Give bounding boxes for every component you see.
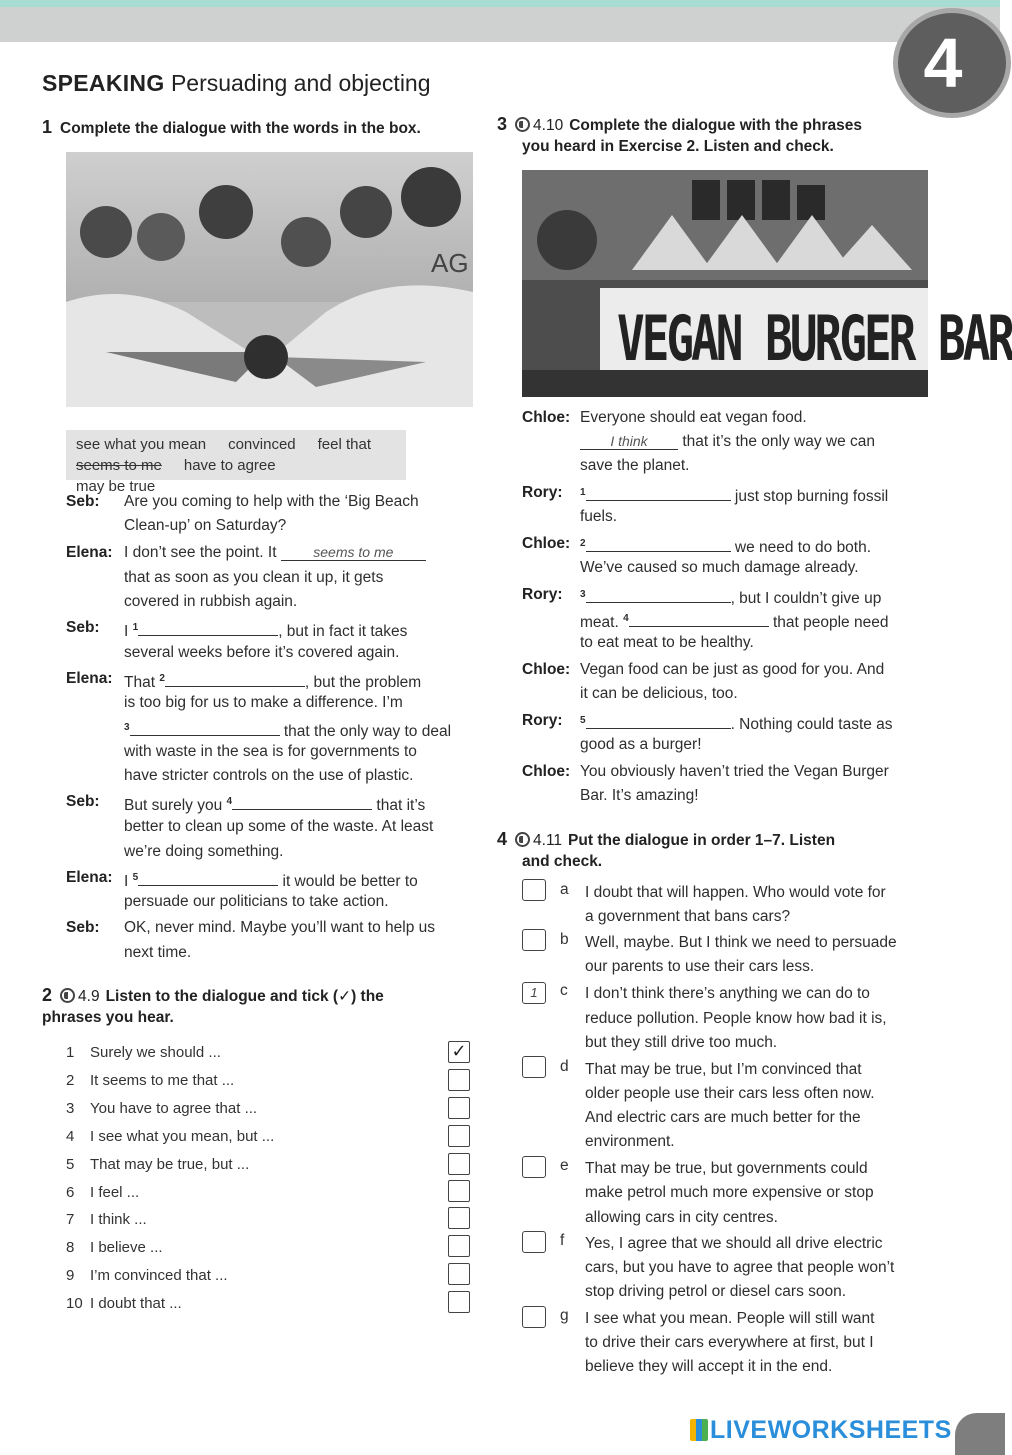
blank-number: 2 xyxy=(159,673,165,684)
dialogue-line: , but I couldn’t give up xyxy=(730,590,882,608)
list-item: 6 I feel ... xyxy=(66,1184,140,1201)
item-letter: b xyxy=(560,931,569,948)
list-item-line: Well, maybe. But I think we need to persuade xyxy=(585,934,897,951)
dialogue-line: that the only way to deal xyxy=(283,723,452,741)
liveworksheets-logo[interactable]: LIVEWORKSHEETS xyxy=(690,1416,952,1445)
vegan-burger-bar-photo xyxy=(522,170,1012,397)
dialogue-line: it can be delicious, too. xyxy=(580,685,738,702)
dialogue-line: to eat meat to be healthy. xyxy=(580,634,754,651)
order-box[interactable]: 1 xyxy=(522,982,546,1004)
tick-checkbox[interactable] xyxy=(448,1263,470,1285)
dialogue-line: better to clean up some of the waste. At least xyxy=(124,818,434,835)
speaker-label: Chloe: xyxy=(522,661,571,678)
item-letter: a xyxy=(560,881,569,898)
item-letter: d xyxy=(560,1058,569,1075)
dialogue-line: next time. xyxy=(124,944,192,961)
dialogue-line: that it’s the only way we can xyxy=(682,433,876,450)
ex2-instruction: 2 4.9 Listen to the dialogue and tick (✓) the phrases you hear. xyxy=(42,985,384,1026)
speaker-label: Seb: xyxy=(66,619,100,636)
tick-checkbox[interactable] xyxy=(448,1097,470,1119)
speaker-label: Seb: xyxy=(66,793,100,810)
dialogue-line: I xyxy=(124,623,129,641)
tick-checkbox[interactable] xyxy=(448,1153,470,1175)
speaker-label: Elena: xyxy=(66,544,113,561)
blank-number: 1 xyxy=(132,622,139,633)
word-box xyxy=(66,430,406,495)
dialogue-line: , but the problem xyxy=(304,674,422,692)
answer-blank-example[interactable]: seems to me xyxy=(281,544,426,561)
answer-blank-3[interactable] xyxy=(586,586,731,603)
order-box[interactable] xyxy=(522,879,546,901)
blank-number: 1 xyxy=(580,487,586,498)
answer-blank-4[interactable] xyxy=(232,793,372,810)
dialogue-line: with waste in the sea is for governments to xyxy=(124,743,417,760)
speaker-label: Rory: xyxy=(522,712,563,729)
dialogue-line: Everyone should eat vegan food. xyxy=(580,409,807,426)
blank-number: 3 xyxy=(580,589,586,600)
dialogue-line: that it’s xyxy=(376,797,426,815)
vegan-burger-bar-sign: VEGAN BURGER BAR xyxy=(617,302,1012,375)
page-corner-tab xyxy=(955,1413,1005,1455)
item-letter: e xyxy=(560,1157,569,1174)
answer-blank-3[interactable] xyxy=(130,719,280,736)
dialogue-line: meat. xyxy=(580,614,619,632)
ex3-instruction: 3 4.10 Complete the dialogue with the phrases you heard in Exercise 2. Listen and check. xyxy=(497,114,863,155)
answer-blank-1[interactable] xyxy=(586,484,731,501)
tick-checkbox[interactable] xyxy=(448,1291,470,1313)
speaker-label: Rory: xyxy=(522,484,563,501)
list-item: 2 It seems to me that ... xyxy=(66,1072,235,1089)
word-box-item-used: seems to me xyxy=(76,457,162,474)
header-accent-stripe xyxy=(0,0,1000,7)
list-item-line: I see what you mean. People will still want xyxy=(585,1310,875,1327)
speaker-label: Elena: xyxy=(66,670,113,687)
ex4-instruction: 4 4.11 Put the dialogue in order 1–7. Listen and check. xyxy=(497,829,836,870)
dialogue-line: You obviously haven’t tried the Vegan Burger xyxy=(580,763,889,780)
dialogue-line: it would be better to xyxy=(282,873,418,891)
dialogue-line: have stricter controls on the use of plastic. xyxy=(124,767,414,784)
answer-blank-2[interactable] xyxy=(165,670,305,687)
beach-cleanup-photo xyxy=(66,152,473,407)
order-box[interactable] xyxy=(522,1306,546,1328)
blank-number: 3 xyxy=(124,722,130,733)
dialogue-line: . Nothing could taste as xyxy=(730,716,893,734)
list-item-line: cars, but you have to agree that people won’t xyxy=(585,1259,895,1276)
list-item-line: stop driving petrol or diesel cars soon. xyxy=(585,1283,847,1300)
dialogue-line: fuels. xyxy=(580,508,618,525)
dialogue-line: I don’t see the point. It xyxy=(124,544,277,561)
list-item-line: believe they will accept it in the end. xyxy=(585,1358,833,1375)
item-letter: f xyxy=(560,1232,565,1249)
dialogue-line: I xyxy=(124,873,129,891)
dialogue-line: save the planet. xyxy=(580,457,690,474)
dialogue-line: covered in rubbish again. xyxy=(124,593,298,610)
list-item-line: reduce pollution. People know how bad it is, xyxy=(585,1010,887,1027)
list-item-line: to drive their cars everywhere at first, but I xyxy=(585,1334,874,1351)
list-item-line: I doubt that will happen. Who would vote for xyxy=(585,884,886,901)
word-box-item: have to agree xyxy=(183,457,276,474)
speaker-label: Chloe: xyxy=(522,535,571,552)
tick-checkbox[interactable] xyxy=(448,1125,470,1147)
audio-icon[interactable] xyxy=(515,832,530,847)
list-item: 4 I see what you mean, but ... xyxy=(66,1128,275,1145)
dialogue-line: That xyxy=(124,674,156,692)
tick-checkbox[interactable] xyxy=(448,1235,470,1257)
speaker-label: Chloe: xyxy=(522,409,571,426)
list-item: 3 You have to agree that ... xyxy=(66,1100,258,1117)
speaker-label: Elena: xyxy=(66,869,113,886)
unit-number-badge: 4 xyxy=(893,8,1011,118)
word-box-item: may be true xyxy=(76,478,156,495)
answer-blank-2[interactable] xyxy=(586,535,731,552)
answer-blank-example[interactable]: I think xyxy=(580,433,678,450)
blank-number: 4 xyxy=(623,613,629,624)
blank-number: 5 xyxy=(132,872,139,883)
dialogue-line: that people need xyxy=(772,614,889,632)
item-letter: c xyxy=(560,982,568,999)
list-item-line: That may be true, but governments could xyxy=(585,1160,868,1177)
dialogue-line: persuade our politicians to take action. xyxy=(124,893,389,910)
list-item-line: a government that bans cars? xyxy=(585,908,791,925)
list-item: 1 Surely we should ... xyxy=(66,1044,221,1061)
order-box[interactable] xyxy=(522,1156,546,1178)
tick-checkbox[interactable] xyxy=(448,1207,470,1229)
liveworksheets-logo-icon xyxy=(690,1419,708,1441)
list-item: 10 I doubt that ... xyxy=(66,1295,182,1312)
list-item: 5 That may be true, but ... xyxy=(66,1156,250,1173)
list-item-line: make petrol much more expensive or stop xyxy=(585,1184,874,1201)
dialogue-line: Bar. It’s amazing! xyxy=(580,787,699,804)
answer-blank-5[interactable] xyxy=(586,712,731,729)
speaker-label: Rory: xyxy=(522,586,563,603)
blank-number: 4 xyxy=(226,796,233,807)
order-box[interactable] xyxy=(522,1056,546,1078)
item-letter: g xyxy=(560,1307,569,1324)
list-item-line: I don’t think there’s anything we can do to xyxy=(585,985,870,1002)
tick-checkbox[interactable] xyxy=(448,1180,470,1202)
svg-text:AG: AG xyxy=(431,248,469,278)
word-box-item: see what you mean xyxy=(76,436,207,453)
list-item: 8 I believe ... xyxy=(66,1239,163,1256)
dialogue-line: good as a burger! xyxy=(580,736,702,753)
speaker-label: Chloe: xyxy=(522,763,571,780)
dialogue-line: , but in fact it takes xyxy=(278,623,408,641)
list-item-line: but they still drive too much. xyxy=(585,1034,778,1051)
answer-blank-1[interactable] xyxy=(138,619,278,636)
answer-blank-4[interactable] xyxy=(629,610,769,627)
answer-blank-5[interactable] xyxy=(138,869,278,886)
speaker-label: Seb: xyxy=(66,493,100,510)
ex1-instruction: 1 Complete the dialogue with the words in the box. xyxy=(42,117,421,137)
order-box[interactable] xyxy=(522,1231,546,1253)
list-item-line: our parents to use their cars less. xyxy=(585,958,815,975)
dialogue-line: that as soon as you clean it up, it gets xyxy=(124,569,384,586)
dialogue-line: Clean-up’ on Saturday? xyxy=(124,517,287,534)
speaker-label: Seb: xyxy=(66,919,100,936)
audio-icon[interactable] xyxy=(60,988,75,1003)
tick-checkbox[interactable] xyxy=(448,1069,470,1091)
dialogue-line: Are you coming to help with the ‘Big Beach xyxy=(124,493,419,510)
blank-number: 5 xyxy=(580,715,586,726)
order-box[interactable] xyxy=(522,929,546,951)
list-item-line: older people use their cars less often now. xyxy=(585,1085,875,1102)
word-box-item: convinced xyxy=(228,436,296,453)
dialogue-line: we’re doing something. xyxy=(124,843,284,860)
dialogue-line: several weeks before it’s covered again. xyxy=(124,644,400,661)
audio-icon[interactable] xyxy=(515,117,530,132)
dialogue-line: is too big for us to make a difference. I’m xyxy=(124,694,403,711)
dialogue-line: OK, never mind. Maybe you’ll want to help us xyxy=(124,919,436,936)
blank-number: 2 xyxy=(580,538,586,549)
page-title: SPEAKING Persuading and objecting xyxy=(42,70,431,96)
tick-checkbox[interactable]: ✓ xyxy=(448,1041,470,1063)
dialogue-line: Vegan food can be just as good for you. And xyxy=(580,661,885,678)
list-item: 9 I’m convinced that ... xyxy=(66,1267,228,1284)
list-item: 7 I think ... xyxy=(66,1211,147,1228)
dialogue-line: But surely you xyxy=(124,797,223,815)
dialogue-line: just stop burning fossil xyxy=(734,488,889,506)
list-item-line: allowing cars in city centres. xyxy=(585,1209,778,1226)
list-item-line: environment. xyxy=(585,1133,675,1150)
dialogue-line: We’ve caused so much damage already. xyxy=(580,559,859,576)
list-item-line: And electric cars are much better for the xyxy=(585,1109,861,1126)
list-item-line: Yes, I agree that we should all drive electric xyxy=(585,1235,883,1252)
word-box-item: feel that xyxy=(317,436,371,453)
dialogue-line: we need to do both. xyxy=(734,539,872,557)
list-item-line: That may be true, but I’m convinced that xyxy=(585,1061,862,1078)
